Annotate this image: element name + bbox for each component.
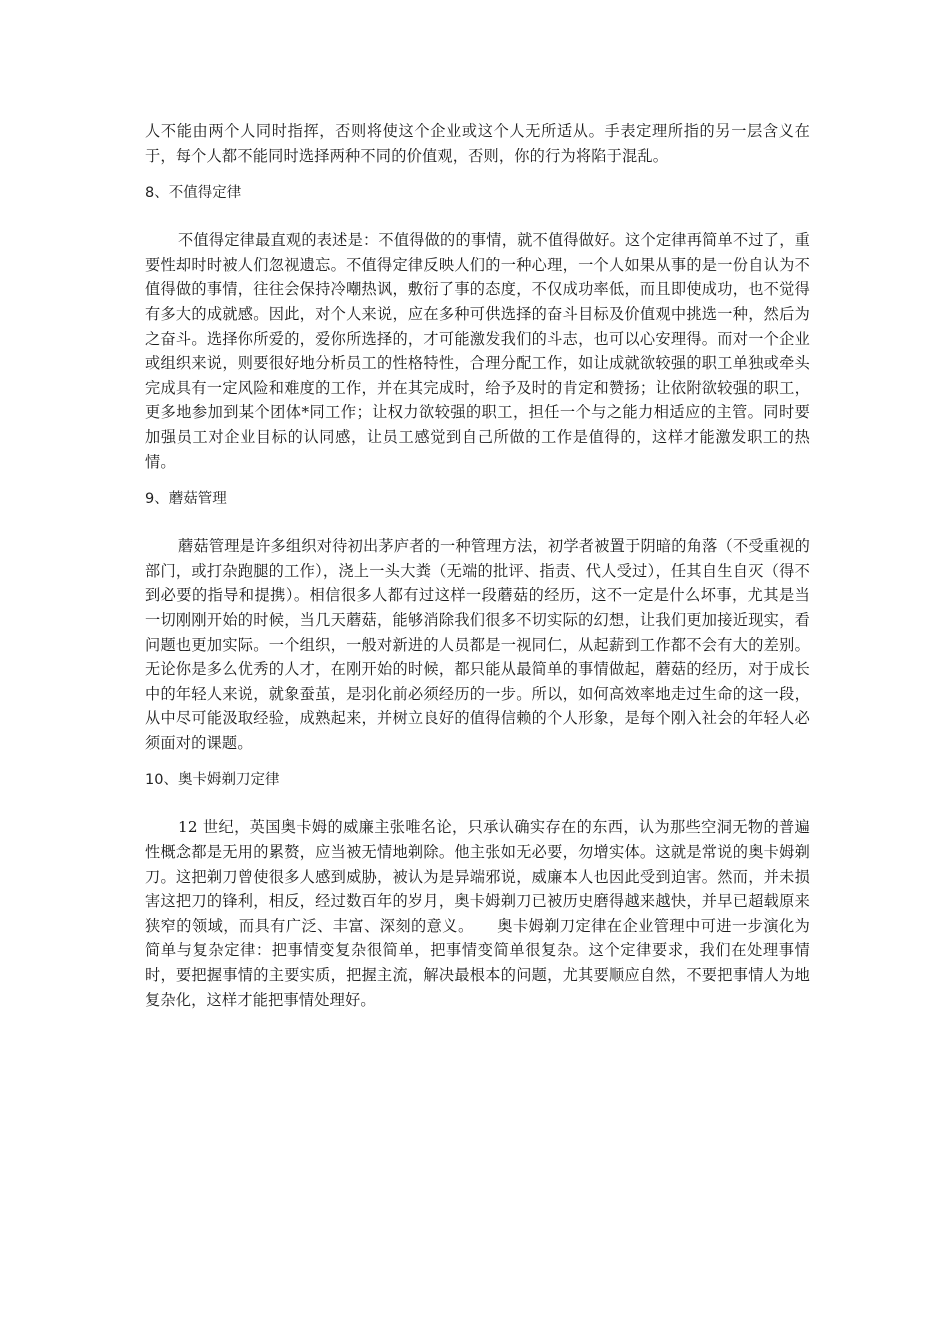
section-body-9: 蘑菇管理是许多组织对待初出茅庐者的一种管理方法，初学者被置于阴暗的角落（不受重视的部门，或打杂跑腿的工作），浇上一头大粪（无端的批评、指责、代人受过），任其自生自灭（得不到必要的指导和提携）。相信很多人都有过这样一段蘑菇的经历，这不一定是什么坏事，尤其是当一切刚刚开始的时候，当几天蘑菇，能够消除我们很多不切实际的幻想，让我们更加接近现实，看问题也更加实际。一个组织，一般对新进的人员都是一视同仁，从起薪到工作都不会有大的差别。无论你是多么优秀的人才，在刚开始的时候，都只能从最简单的事情做起，蘑菇的经历，对于成长中的年轻人来说，就象蚕茧，是羽化前必须经历的一步。所以，如何高效率地走过生命的这一段，从中尽可能汲取经验，成熟起来，并树立良好的值得信赖的个人形象，是每个刚入社会的年轻人必须面对的课题。: [145, 537, 810, 752]
intro-paragraph: 人不能由两个人同时指挥，否则将使这个企业或这个人无所适从。手表定理所指的另一层含义在于，每个人都不能同时选择两种不同的价值观，否则，你的行为将陷于混乱。: [145, 122, 810, 165]
spacer: [145, 474, 810, 487]
section-body-8: 不值得定律最直观的表述是：不值得做的的事情，就不值得做好。这个定律再简单不过了，重要性却时时被人们忽视遗忘。不值得定律反映人们的一种心理，一个人如果从事的是一份自认为不值得做的事情，往往会保持冷嘲热讽，敷衍了事的态度，不仅成功率低，而且即使成功，也不觉得有多大的成就感。因此，对个人来说，应在多种可供选择的奋斗目标及价值观中挑选一种，然后为之奋斗。选择你所爱的，爱你所选择的，才可能激发我们的斗志，也可以心安理得。而对一个企业或组织来说，则要很好地分析员工的性格特性，合理分配工作，如让成就欲较强的职工单独或牵头完成具有一定风险和难度的工作，并在其完成时，给予及时的肯定和赞扬；让依附欲较强的职工，更多地参加到某个团体*同工作；让权力欲较强的职工，担任一个与之能力相适应的主管。同时要加强员工对企业目标的认同感，让员工感觉到自己所做的工作是值得的，这样才能激发职工的热情。: [145, 231, 810, 471]
section-heading-8: 8、不值得定律: [145, 185, 242, 202]
document-page: [145, 119, 810, 1012]
spacer: [145, 511, 810, 534]
spacer: [145, 168, 810, 181]
spacer: [145, 792, 810, 815]
section-heading-9: 9、蘑菇管理: [145, 491, 227, 508]
section-body-10: 12 世纪，英国奥卡姆的威廉主张唯名论，只承认确实存在的东西，认为那些空洞无物的普遍性概念都是无用的累赘，应当被无情地剃除。他主张如无必要，勿增实体。这就是常说的奥卡姆剃刀。这把剃刀曾使很多人感到威胁，被认为是异端邪说，威廉本人也因此受到迫害。然而，并未损害这把刀的锋利，相反，经过数百年的岁月，奥卡姆剃刀已被历史磨得越来越快，并早已超载原来狭窄的领域，而具有广泛、丰富、深刻的意义。 奥卡姆剃刀定律在企业管理中可进一步演化为简单与复杂定律：把事情变复杂很简单，把事情变简单很复杂。这个定律要求，我们在处理事情时，要把握事情的主要实质，把握主流，解决最根本的问题，尤其要顺应自然，不要把事情人为地复杂化，这样才能把事情处理好。: [145, 818, 810, 1009]
spacer: [145, 755, 810, 768]
spacer: [145, 205, 810, 228]
section-heading-10: 10、奥卡姆剃刀定律: [145, 772, 280, 789]
